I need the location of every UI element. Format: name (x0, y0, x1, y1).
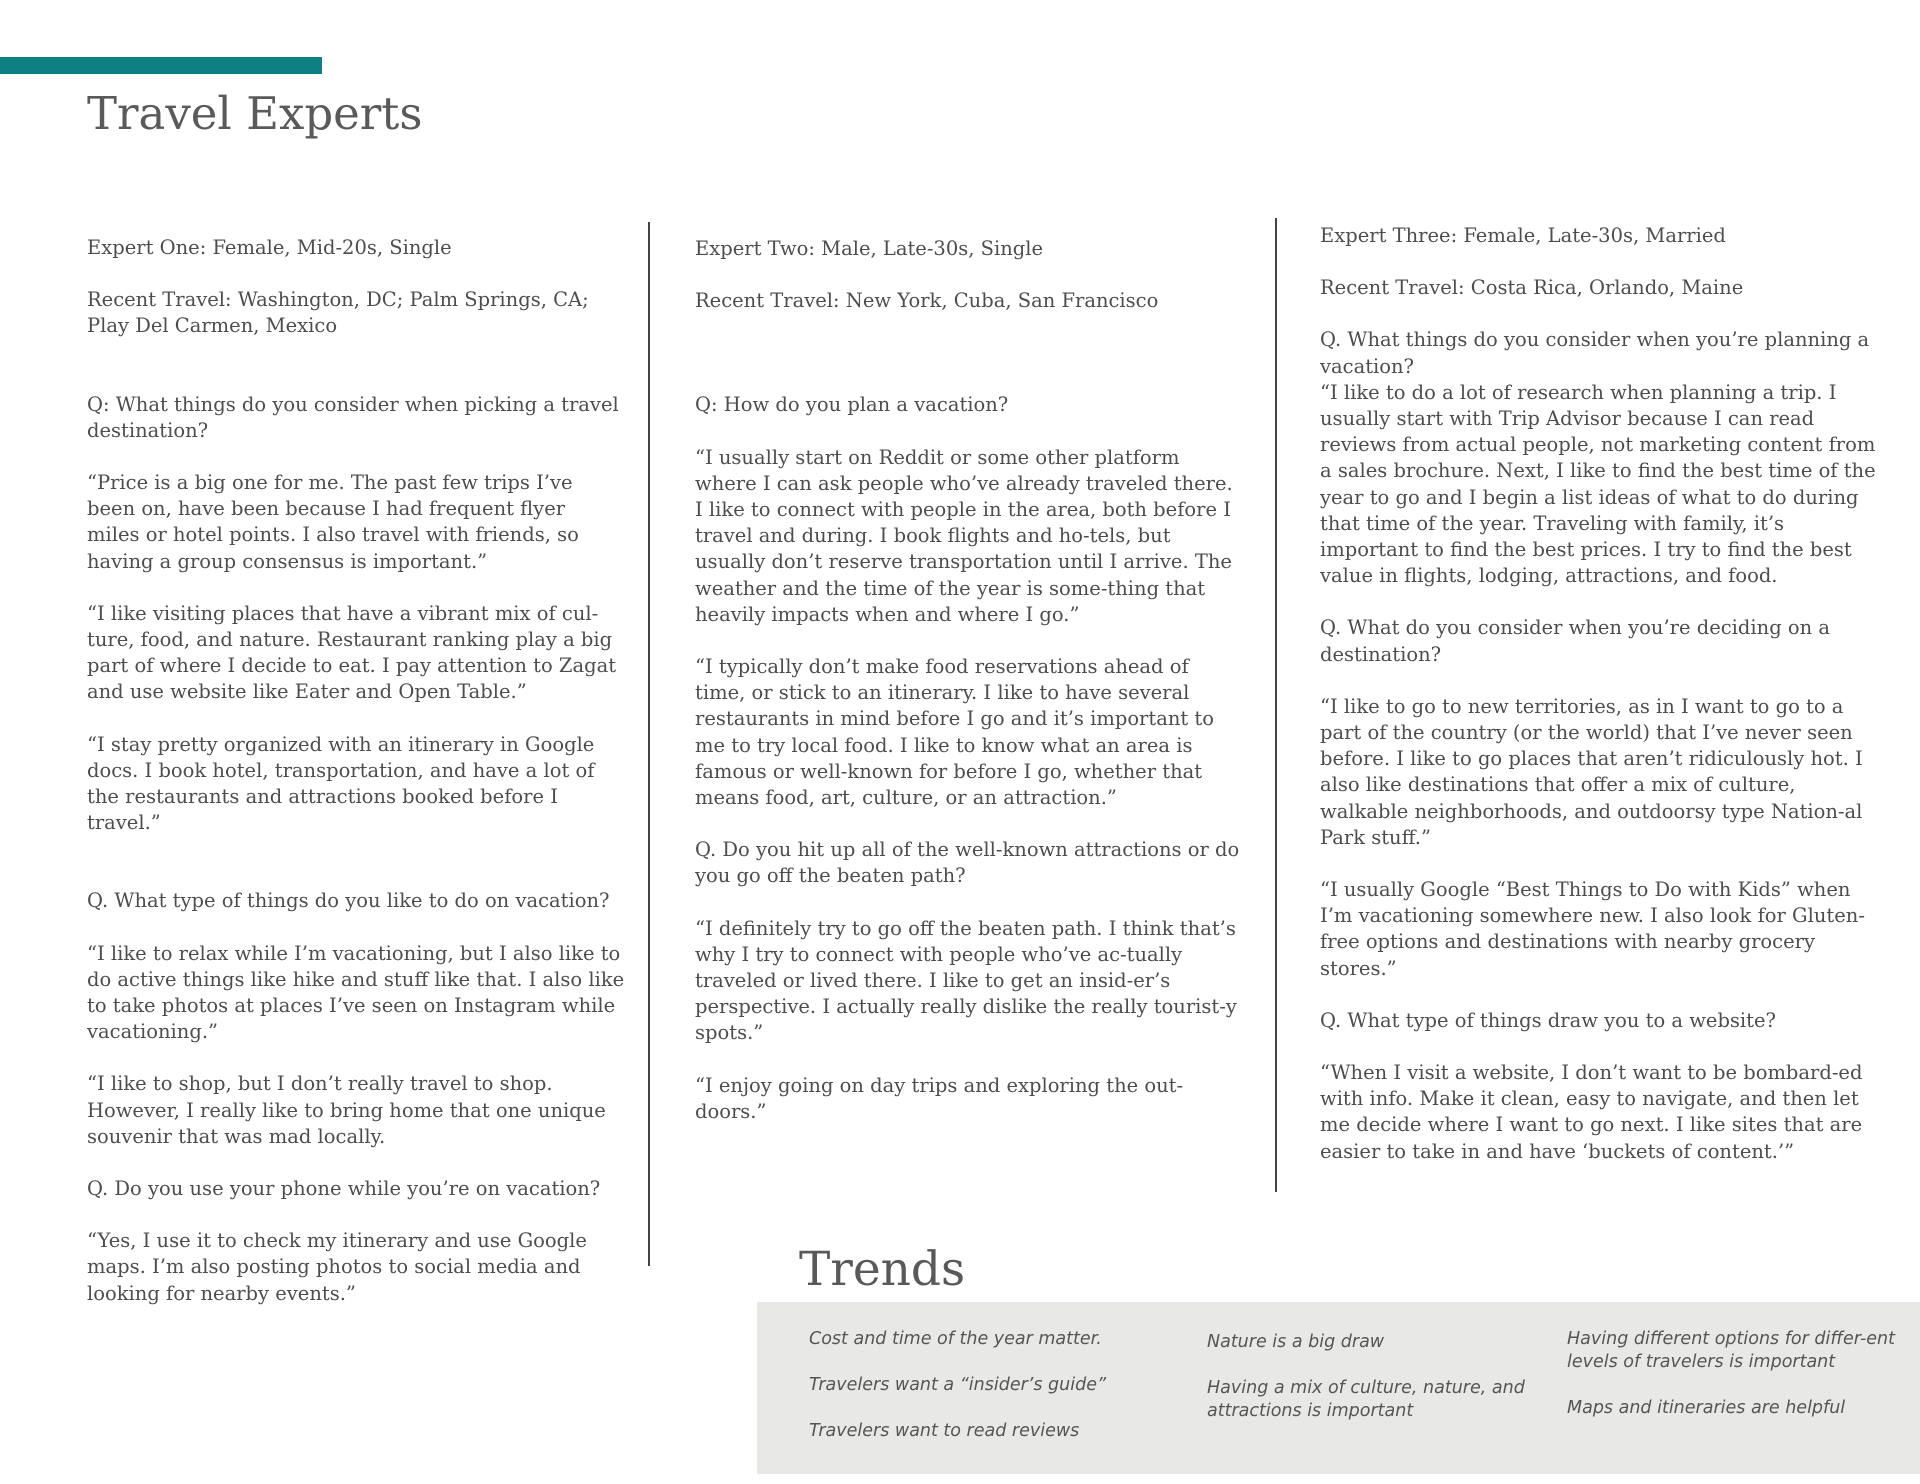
expert-two-column (695, 236, 1240, 1125)
answer: “I usually Google “Best Things to Do with Kids” when I’m vacationing somewhere new. I also look for Gluten-free options and destinations with nearby grocery stores.” (1320, 878, 1865, 980)
trend-item: Maps and itineraries are helpful (1567, 1398, 1846, 1418)
trend-column-3 (1567, 1328, 1907, 1420)
question: Q: What things do you consider when picking a travel destination? (87, 392, 619, 442)
page-title: Travel Experts (87, 87, 423, 140)
trend-column-1 (809, 1328, 1149, 1443)
accent-bar (0, 57, 322, 74)
question: Q. What type of things do you like to do on vacation? (87, 889, 610, 913)
recent-travel: Recent Travel: New York, Cuba, San Francisco (695, 289, 1159, 313)
question: Q. What do you consider when you’re deciding on a destination? (1320, 616, 1830, 666)
answer: “I like to relax while I’m vacationing, but I also like to do active things like hike and stuff like that. I also like to take photos at places I’ve seen on Instagram while vacationing.” (87, 941, 625, 1044)
answer: “I like visiting places that have a vibrant mix of cul-ture, food, and nature. Restaurant ranking play a big part of where I decide to eat. I pay attention to Zagat and use website like Eater and Open Table.” (87, 601, 617, 704)
trend-item: Nature is a big draw (1207, 1332, 1385, 1352)
question: Q. What type of things draw you to a website? (1320, 1008, 1777, 1032)
answer: “I stay pretty organized with an itinerary in Google docs. I book hotel, transportation, and have a lot of the restaurants and attractions booked before I travel.” (87, 732, 595, 835)
trend-item: Having different options for differ-ent levels of travelers is important (1567, 1329, 1895, 1372)
trends-title: Trends (799, 1242, 966, 1297)
trend-item: Cost and time of the year matter. (809, 1329, 1102, 1349)
answer: “When I visit a website, I don’t want to be bombard-ed with info. Make it clean, easy to navigate, and then let me decide where I want to go next. I like sites that are easier to take in and have ‘buckets of content.’” (1320, 1061, 1863, 1163)
column-divider-2 (1275, 218, 1277, 1192)
question: Q: How do you plan a vacation? (695, 393, 1009, 417)
answer: “I usually start on Reddit or some other platform where I can ask people who’ve already traveled there. I like to connect with people in the area, both before I travel and during. I book flights and ho-tels, but usually don’t reserve transportation until I arrive. The weather and the time of the year is some-thing that heavily impacts when and where I go.” (695, 445, 1233, 626)
expert-heading: Expert Three: Female, Late-30s, Married (1320, 224, 1726, 247)
trend-column-2 (1207, 1331, 1547, 1423)
answer: “Price is a big one for me. The past few trips I’ve been on, have been because I had frequent flyer miles or hotel points. I also travel with friends, so having a group consensus is important.” (87, 471, 579, 573)
question: Q. What things do you consider when you’re planning a vacation? (1320, 328, 1870, 378)
answer: “Yes, I use it to check my itinerary and use Google maps. I’m also posting photos to social media and looking for nearby events.” (87, 1229, 587, 1305)
question: Q. Do you hit up all of the well-known attractions or do you go off the beaten path? (695, 838, 1240, 888)
answer: “I definitely try to go off the beaten path. I think that’s why I try to connect with people who’ve ac-tually traveled or lived there. I like to get an insid-er’s perspective. I actually really dislike the really tourist-y spots.” (695, 916, 1237, 1045)
answer: “I enjoy going on day trips and exploring the out-doors.” (695, 1073, 1184, 1123)
expert-one-column (87, 235, 632, 1307)
answer: “I like to go to new territories, as in I want to go to a part of the country (or the world) that I’ve never seen before. I like to go places that aren’t ridiculously hot. I also like destinations that offer a mix of culture, walkable neighborhoods, and outdoorsy type Nation-al Park stuff.” (1320, 694, 1863, 849)
answer: “I typically don’t make food reservations ahead of time, or stick to an itinerary. I like to have several restaurants in mind before I go and it’s important to me to try local food. I like to know what an area is famous or well-known for before I go, whether that means food, art, culture, or an attraction.” (695, 655, 1215, 810)
trend-item: Having a mix of culture, nature, and attractions is important (1207, 1378, 1525, 1421)
expert-heading: Expert One: Female, Mid-20s, Single (87, 236, 452, 259)
column-divider-1 (648, 222, 650, 1266)
trends-box (757, 1302, 1920, 1474)
expert-heading: Expert Two: Male, Late-30s, Single (695, 237, 1044, 260)
recent-travel: Recent Travel: Costa Rica, Orlando, Maine (1320, 276, 1744, 300)
trend-item: Travelers want to read reviews (809, 1421, 1080, 1441)
trend-item: Travelers want a “insider’s guide” (809, 1375, 1107, 1395)
expert-three-column (1320, 223, 1880, 1165)
question: Q. Do you use your phone while you’re on vacation? (87, 1177, 601, 1201)
answer: “I like to shop, but I don’t really travel to shop. However, I really like to bring home that one unique souvenir that was mad locally. (87, 1072, 606, 1148)
answer: “I like to do a lot of research when planning a trip. I usually start with Trip Advisor because I can read reviews from actual people, not marketing content from a sales brochure. Next, I like to find the best time of the year to go and I begin a list ideas of what to do during that time of the year. Traveling with family, it’s important to find the best prices. I try to find the best value in flights, lodging, attractions, and food. (1320, 380, 1876, 588)
recent-travel: Recent Travel: Washington, DC; Palm Springs, CA; Play Del Carmen, Mexico (87, 288, 589, 338)
